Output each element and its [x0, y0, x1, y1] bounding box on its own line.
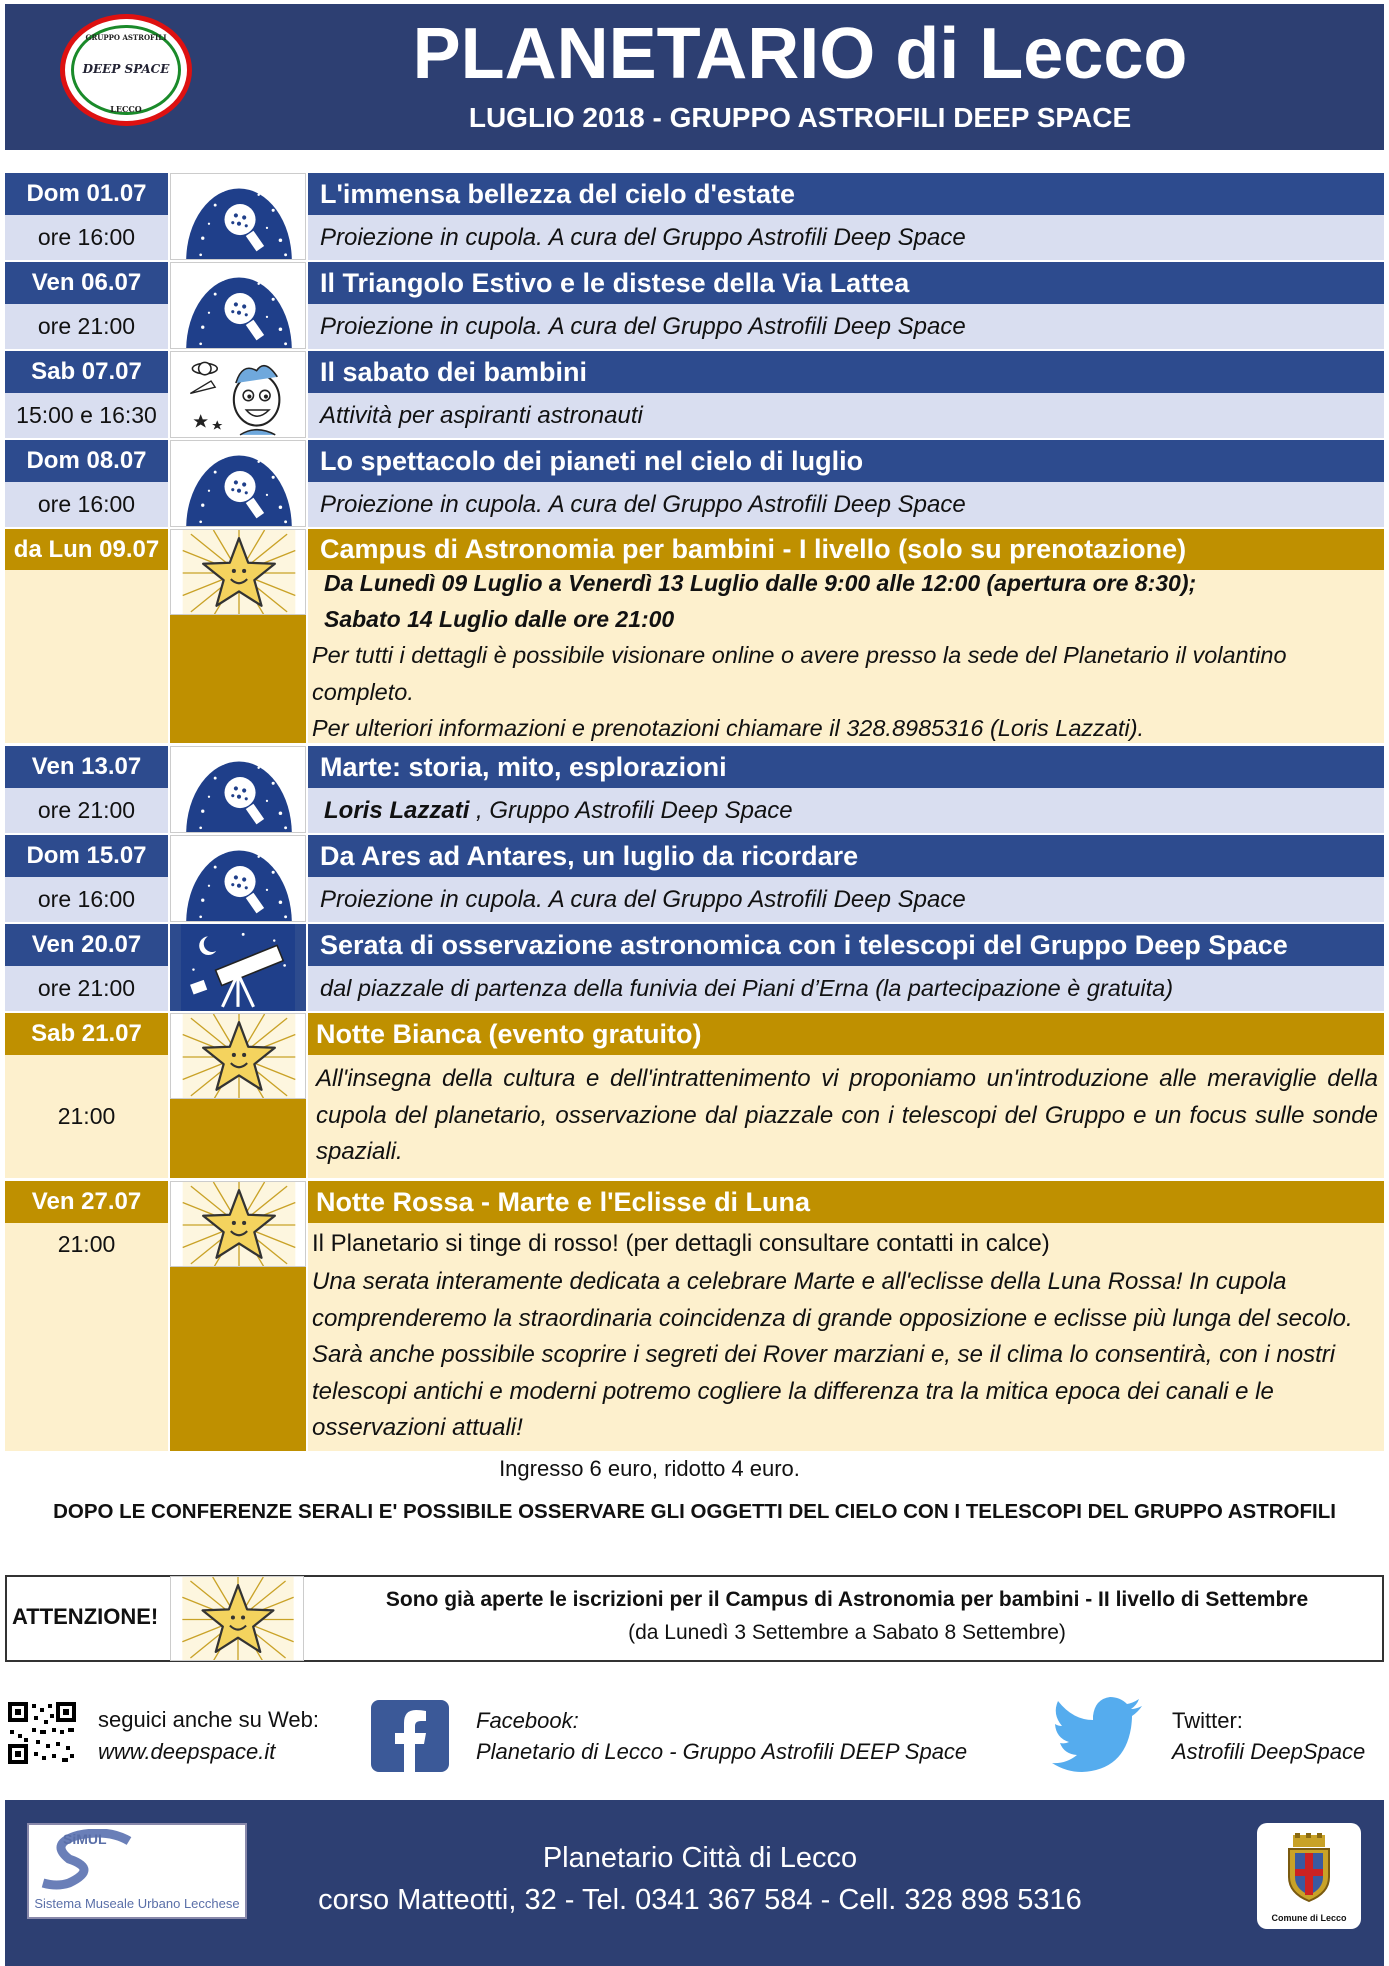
event-desc: Proiezione in cupola. A cura del Gruppo Astrofili Deep Space — [308, 877, 1384, 922]
campus-text2: Per ulteriori informazioni e prenotazioni chiamare il 328.8985316 (Loris Lazzati). — [312, 715, 1145, 741]
evening-notice: DOPO LE CONFERENZE SERALI E' POSSIBILE OSSERVARE GLI OGGETTI DEL CIELO CON I TELESCOPI DEL GRUPPO ASTROFILI — [53, 1500, 1336, 1523]
event-date: Dom 15.07 — [5, 835, 168, 877]
speaker-affiliation: , Gruppo Astrofili Deep Space — [469, 796, 793, 824]
facebook-icon[interactable] — [371, 1700, 449, 1772]
rossa-date: Ven 27.07 — [5, 1181, 168, 1223]
kid-astronaut-icon — [170, 351, 306, 438]
campus-gold-block — [170, 615, 306, 743]
event-desc: Proiezione in cupola. A cura del Gruppo Astrofili Deep Space — [308, 215, 1384, 260]
event-time: ore 16:00 — [5, 877, 168, 922]
event-title: Il Triangolo Estivo e le distese della Via Lattea — [308, 262, 1384, 304]
twitter-icon[interactable] — [1052, 1696, 1144, 1772]
campus-text1: Per tutti i dettagli è possibile visionare online o avere presso la sede del Planetario il volantino completo. — [312, 642, 1287, 705]
footer-line1: Planetario Città di Lecco — [542, 1842, 858, 1874]
event-title: Serata di osservazione astronomica con i telescopi del Gruppo Deep Space — [308, 924, 1384, 966]
web-label: seguici anche su Web: — [98, 1707, 319, 1732]
footer-address: corso Matteotti, 32 - Tel. 0341 367 584 - Cell. 328 898 5316 — [318, 1884, 1082, 1916]
event-title: Lo spettacolo dei pianeti nel cielo di luglio — [308, 440, 1384, 482]
bianca-title: Notte Bianca (evento gratuito) — [308, 1013, 1384, 1055]
bianca-time: 21:00 — [5, 1055, 168, 1178]
star-icon — [170, 1013, 306, 1099]
web-url[interactable]: www.deepspace.it — [98, 1739, 276, 1764]
bianca-date: Sab 21.07 — [5, 1013, 168, 1055]
rossa-line1: Il Planetario si tinge di rosso! (per dettagli consultare contatti in calce) — [312, 1230, 1050, 1257]
campus-line2: Sabato 14 Luglio dalle ore 21:00 — [324, 606, 675, 632]
twitter-page[interactable]: Astrofili DeepSpace — [1172, 1739, 1366, 1764]
event-desc: dal piazzale di partenza della funivia dei Piani d’Erna (la partecipazione è gratuita) — [308, 966, 1384, 1011]
comune-logo — [1257, 1823, 1361, 1929]
dome-icon — [170, 440, 306, 527]
event-title: L'immensa bellezza del cielo d'estate — [308, 173, 1384, 215]
telescope-icon — [170, 924, 306, 1011]
event-time: ore 16:00 — [5, 482, 168, 527]
price-info: Ingresso 6 euro, ridotto 4 euro. — [499, 1456, 800, 1481]
campus-title: Campus di Astronomia per bambini - I livello (solo su prenotazione) — [308, 529, 1384, 570]
qr-code-icon[interactable] — [6, 1700, 78, 1766]
rossa-desc: Una serata interamente dedicata a celebrare Marte e all'eclisse della Luna Rossa! In cupola comprenderemo la straordinaria coincidenza di grande opposizione e eclisse più lunga del secolo. Sarà anche possibile scoprire i segreti dei Rover marziani e, se il clima lo consentirà, con i nostri telescopi antichi e moderni potremo cogliere la differenza tra la mitica epoca dei canali e le osservazioni attuali! — [312, 1268, 1353, 1441]
dome-icon — [170, 835, 306, 922]
event-desc: Proiezione in cupola. A cura del Gruppo Astrofili Deep Space — [308, 304, 1384, 349]
attention-line2: (da Lunedì 3 Settembre a Sabato 8 Settembre) — [628, 1621, 1066, 1644]
page-subtitle: LUGLIO 2018 - GRUPPO ASTROFILI DEEP SPACE — [468, 102, 1132, 133]
simul-logo: SiMUL Sistema Museale Urbano Lecchese — [27, 1823, 247, 1919]
event-time: ore 21:00 — [5, 788, 168, 833]
bianca-desc: All'insegna della cultura e dell'intrattenimento vi proponiamo un'introduzione alle meraviglie della cupola del planetario, osservazione dal piazzale con i telescopi del Gruppo e un focus sulle sonde spaziali. — [308, 1055, 1384, 1178]
event-desc: Proiezione in cupola. A cura del Gruppo Astrofili Deep Space — [308, 482, 1384, 527]
event-date: Ven 13.07 — [5, 746, 168, 788]
event-desc — [308, 788, 1384, 833]
facebook-page[interactable]: Planetario di Lecco - Gruppo Astrofili DEEP Space — [476, 1739, 968, 1764]
attention-line1: Sono già aperte le iscrizioni per il Campus di Astronomia per bambini - II livello di Settembre — [385, 1588, 1309, 1611]
page-title: PLANETARIO di Lecco — [412, 14, 1188, 94]
event-title: Il sabato dei bambini — [308, 351, 1384, 393]
event-time: ore 16:00 — [5, 215, 168, 260]
simul-name: Sistema Museale Urbano Lecchese — [34, 1896, 240, 1911]
event-time: ore 21:00 — [5, 304, 168, 349]
event-date: Dom 08.07 — [5, 440, 168, 482]
event-date: Dom 01.07 — [5, 173, 168, 215]
bianca-gold-block — [170, 1099, 306, 1178]
facebook-label: Facebook: — [476, 1708, 579, 1733]
campus-line1: Da Lunedì 09 Luglio a Venerdì 13 Luglio dalle 9:00 alle 12:00 (apertura ore 8:30); — [324, 570, 1197, 596]
rossa-time: 21:00 — [57, 1231, 116, 1257]
dome-icon — [170, 173, 306, 260]
event-title: Marte: storia, mito, esplorazioni — [308, 746, 1384, 788]
event-date: Ven 06.07 — [5, 262, 168, 304]
rossa-title: Notte Rossa - Marte e l'Eclisse di Luna — [308, 1181, 1384, 1223]
deep-space-logo: GRUPPO ASTROFILI DEEP SPACE LECCO — [60, 14, 192, 126]
star-icon — [170, 529, 306, 615]
twitter-label: Twitter: — [1172, 1708, 1243, 1733]
star-icon — [170, 1576, 304, 1661]
campus-date-cell — [5, 570, 168, 743]
event-date: Ven 20.07 — [5, 924, 168, 966]
comune-name: Comune di Lecco — [1271, 1913, 1347, 1923]
event-time: ore 21:00 — [5, 966, 168, 1011]
rossa-gold-block — [170, 1267, 306, 1451]
campus-date: da Lun 09.07 — [5, 529, 168, 570]
dome-icon — [170, 746, 306, 833]
coat-of-arms-icon — [1283, 1833, 1335, 1903]
event-date: Sab 07.07 — [5, 351, 168, 393]
event-time: 15:00 e 16:30 — [5, 393, 168, 438]
speaker-name: Loris Lazzati — [324, 796, 470, 824]
star-icon — [170, 1181, 306, 1267]
event-desc: Attività per aspiranti astronauti — [308, 393, 1384, 438]
rossa-time-cell — [5, 1223, 168, 1451]
dome-icon — [170, 262, 306, 349]
attention-label: ATTENZIONE! — [12, 1604, 159, 1629]
event-title: Da Ares ad Antares, un luglio da ricordare — [308, 835, 1384, 877]
